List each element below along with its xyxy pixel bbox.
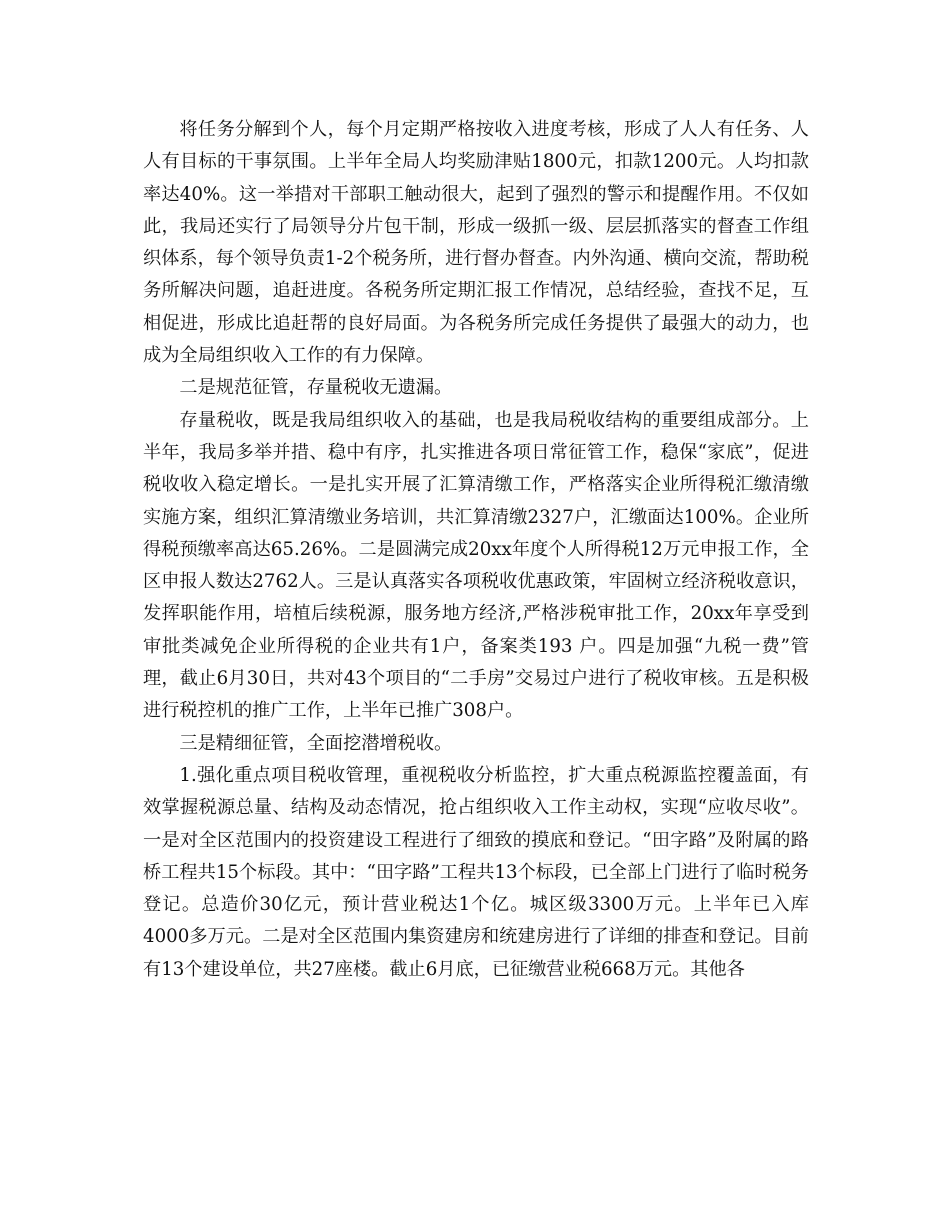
document-body — [143, 114, 809, 986]
paragraph-5: 1.强化重点项目税收管理，重视税收分析监控，扩大重点税源监控覆盖面，有效掌握税源总量、结构及动态情况，抢占组织收入工作主动权，实现“应收尽收”。一是对全区范围内的投资建设工程进行了细致的摸底和登记。“田字路”及附属的路桥工程共15个标段。其中：“田字路”工程共13个标段，已全部上门进行了临时税务登记。总造价30亿元，预计营业税达1个亿。城区级3300万元。上半年已入库4000多万元。二是对全区范围内集资建房和统建房进行了详细的排查和登记。目前有13个建设单位，共27座楼。截止6月底，已征缴营业税668万元。其他各 — [143, 764, 809, 980]
paragraph-1: 将任务分解到个人，每个月定期严格按收入进度考核，形成了人人有任务、人人有目标的干事氛围。上半年全局人均奖励津贴1800元，扣款1200元。人均扣款率达40%。这一举措对干部职工触动很大，起到了强烈的警示和提醒作用。不仅如此，我局还实行了局领导分片包干制，形成一级抓一级、层层抓落实的督查工作组织体系，每个领导负责1-2个税务所，进行督办督查。内外沟通、横向交流，帮助税务所解决问题，追赶进度。各税务所定期汇报工作情况，总结经验，查找不足，互相促进，形成比追赶帮的良好局面。为各税务所完成任务提供了最强大的动力，也成为全局组织收入工作的有力保障。 — [143, 119, 809, 367]
paragraph-4-heading: 三是精细征管，全面挖潜增税收。 — [179, 732, 453, 754]
paragraph-3: 存量税收，既是我局组织收入的基础，也是我局税收结构的重要组成部分。上半年，我局多举并措、稳中有序，扎实推进各项日常征管工作，稳保“家底”，促进税收收入稳定增长。一是扎实开展了汇算清缴工作，严格落实企业所得税汇缴清缴实施方案，组织汇算清缴业务培训，共汇算清缴2327户，汇缴面达100%。企业所得税预缴率高达65.26%。二是圆满完成20xx年度个人所得税12万元申报工作，全区申报人数达2762人。三是认真落实各项税收优惠政策，牢固树立经济税收意识，发挥职能作用，培植后续税源，服务地方经济,严格涉税审批工作，20xx年享受到审批类减免企业所得税的企业共有1户，备案类193 户。四是加强“九税一费”管理，截止6月30日，共对43个项目的“二手房”交易过户进行了税收审核。五是积极进行税控机的推广工作，上半年已推广308户。 — [143, 409, 809, 722]
paragraph-2-heading: 二是规范征管，存量税收无遗漏。 — [179, 377, 453, 399]
